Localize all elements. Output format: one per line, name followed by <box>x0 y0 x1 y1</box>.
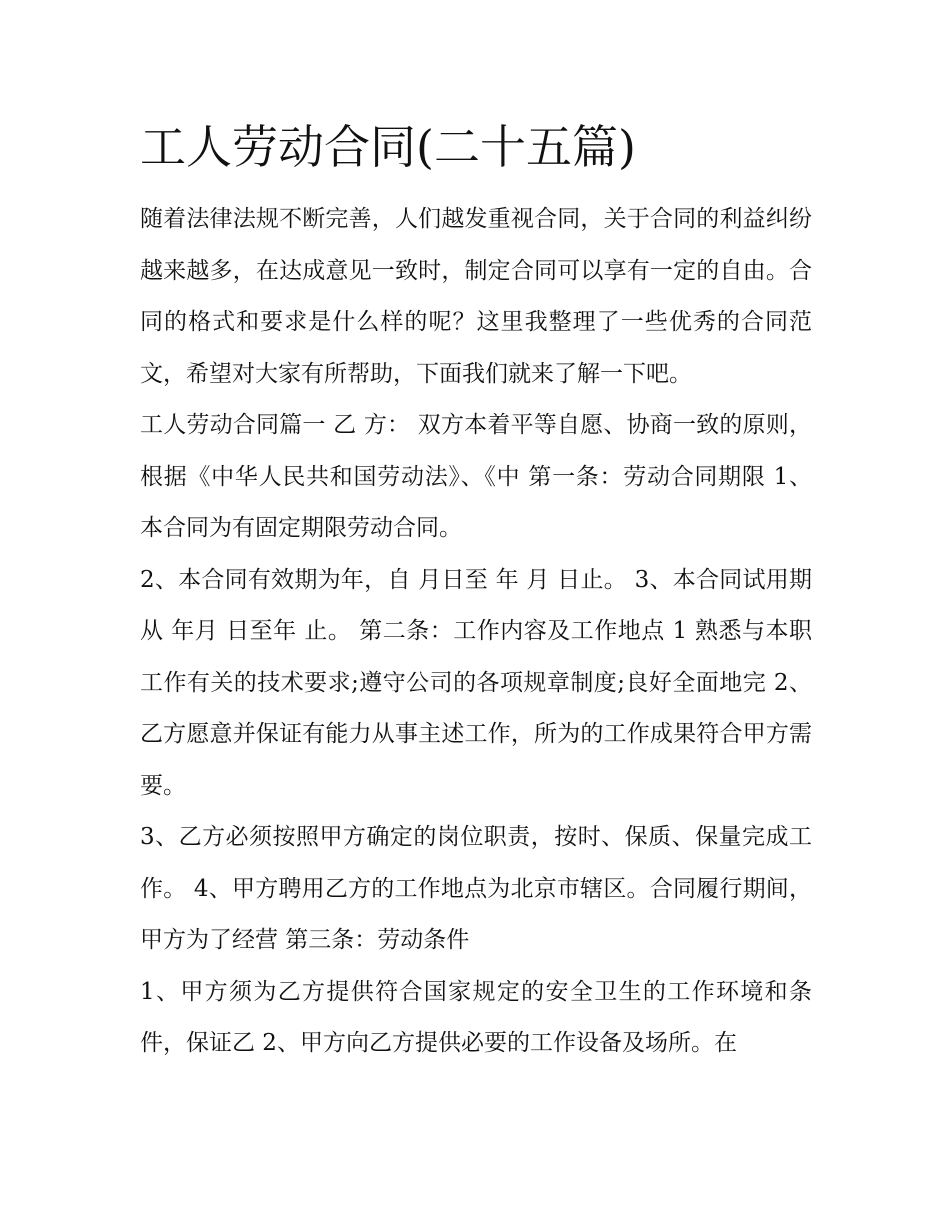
document-body <box>140 194 812 1070</box>
working-conditions-paragraph: 1、甲方须为乙方提供符合国家规定的安全卫生的工作环境和条件，保证乙 2、甲方向乙方提供必要的工作设备及场所。在 <box>140 978 812 1056</box>
document-page <box>140 116 812 1070</box>
intro-paragraph: 随着法律法规不断完善，人们越发重视合同，关于合同的利益纠纷越来越多，在达成意见一致时，制定合同可以享有一定的自由。合同的格式和要求是什么样的呢？这里我整理了一些优秀的合同范文，希望对大家有所帮助，下面我们就来了解一下吧。 <box>140 206 812 387</box>
document-title: 工人劳动合同(二十五篇) <box>140 120 636 174</box>
contract-one-paragraph: 工人劳动合同篇一 乙 方： 双方本着平等自愿、协商一致的原则，根据《中华人民共和国劳动法》、《中 第一条：劳动合同期限 1、本合同为有固定期限劳动合同。 <box>140 412 812 541</box>
contract-term-paragraph: 2、本合同有效期为年，自 月日至 年 月 日止。 3、本合同试用期从 年月 日至年 止。 第二条：工作内容及工作地点 1 熟悉与本职工作有关的技术要求;遵守公司的各项规章制度;良好全面地完 2、乙方愿意并保证有能力从事主述工作，所为的工作成果符合甲方需要。 <box>140 566 812 799</box>
job-duties-paragraph: 3、乙方必须按照甲方确定的岗位职责，按时、保质、保量完成工作。 4、甲方聘用乙方的工作地点为北京市辖区。合同履行期间，甲方为了经营 第三条：劳动条件 <box>140 824 812 953</box>
